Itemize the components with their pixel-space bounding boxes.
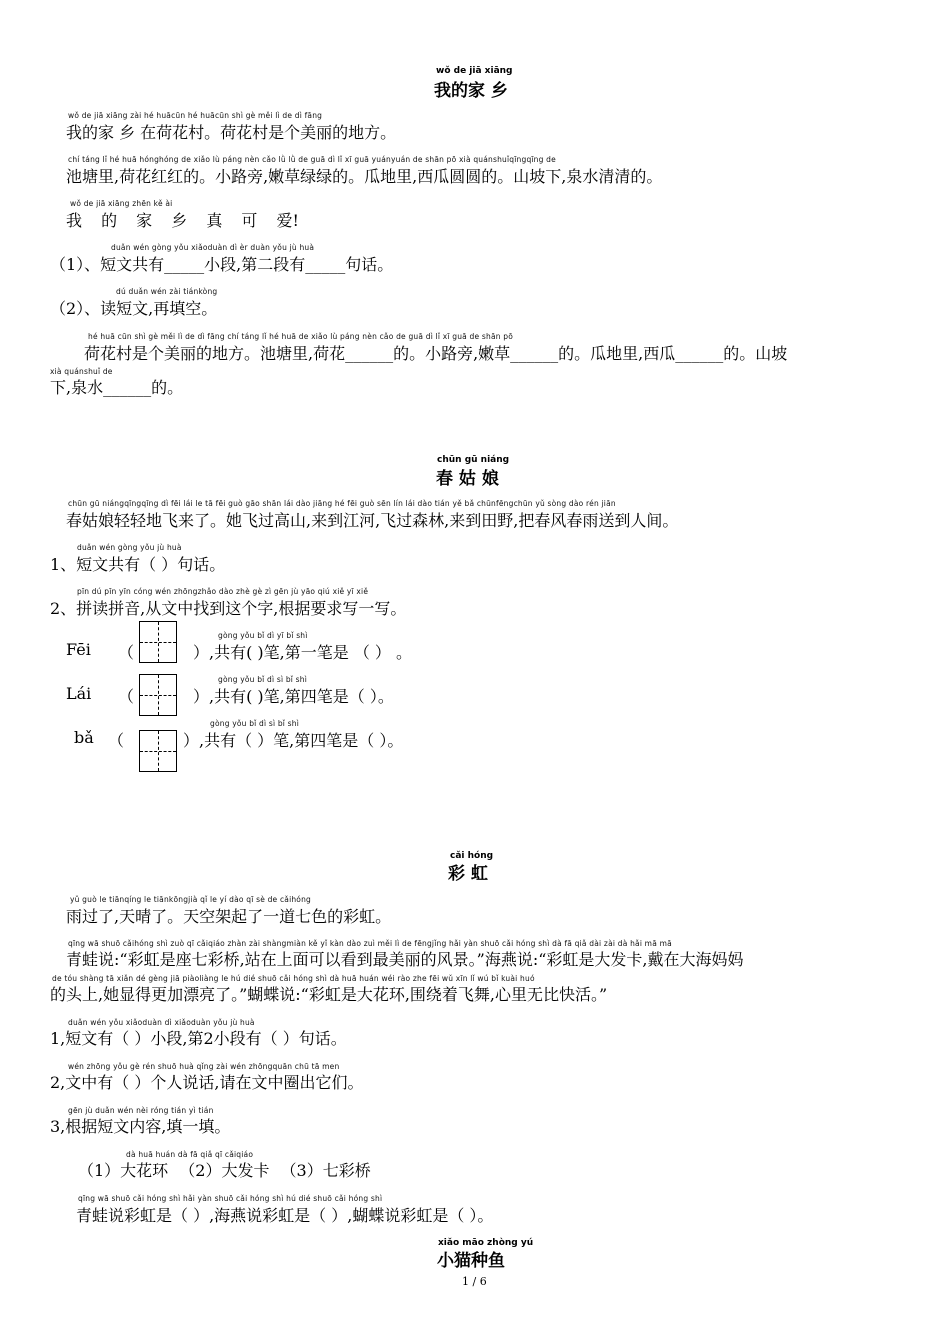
title-pinyin: wǒ de jiā xiāng bbox=[436, 66, 513, 76]
pinyin-line: duǎn wén gòng yǒu xiǎoduàn dì èr duàn yǒu jù huà bbox=[111, 243, 315, 252]
title-pinyin: cǎi hóng bbox=[450, 851, 494, 861]
section-title: 小猫种鱼 bbox=[437, 1251, 505, 1271]
pinyin-line: qīng wā shuō cǎihóng shì zuò qī cǎiqiáo zhàn zài shàngmiàn kě yǐ kàn dào zuì měi lì de fēngjǐng hǎi yàn shuō cǎi hóng shì dà fā qiǎ dài zài dà hǎi mā mā bbox=[68, 939, 672, 948]
pinyin-line: duǎn wén yǒu xiǎoduàn dì xiǎoduàn yǒu jù huà bbox=[68, 1018, 255, 1027]
question: 2,文中有（ ）个人说话,请在文中圈出它们。 bbox=[50, 1073, 364, 1092]
pinyin-line: de tóu shàng tā xiǎn dé gèng jiā piàoliàng le hú dié shuō cǎi hóng shì dà huā huán wéi rào zhe fēi wǔ xīn lǐ wú bǐ kuài huó bbox=[52, 974, 535, 983]
bracket: （ bbox=[118, 687, 135, 706]
pinyin-line: pīn dú pīn yīn cóng wén zhōngzhǎo dào zhè gè zì gēn jù yāo qiú xiě yī xiě bbox=[77, 587, 369, 596]
row-text: ）,共有( )笔,第四笔是（ ）。 bbox=[193, 687, 394, 706]
options: （1）大花环 （2）大发卡 （3）七彩桥 bbox=[78, 1161, 371, 1180]
pinyin-line: hé huā cūn shì gè měi lì de dì fāng chí táng lǐ hé huā de xiǎo lù páng nèn cǎo de guā dì lǐ xī guā de shān pō bbox=[88, 332, 514, 341]
pinyin-prompt: Lái bbox=[66, 684, 92, 703]
section-title: 彩 虹 bbox=[448, 864, 488, 884]
paragraph: 雨过了,天晴了。天空架起了一道七色的彩虹。 bbox=[66, 907, 392, 926]
row-text: ）,共有( )笔,第一笔是 （ ） 。 bbox=[193, 643, 413, 662]
pinyin-line: gòng yǒu bǐ dì sì bǐ shì bbox=[218, 675, 308, 684]
pinyin-line: xià quánshuǐ de bbox=[50, 367, 113, 376]
pinyin-line: wén zhōng yǒu gè rén shuō huà qǐng zài wén zhōngquān chū tā men bbox=[68, 1062, 340, 1071]
section-title: 我的家 乡 bbox=[434, 81, 508, 101]
paragraph: 我 的 家 乡 真 可 爱! bbox=[66, 211, 299, 230]
pinyin-prompt: Fēi bbox=[66, 640, 91, 659]
page-number: 1 / 6 bbox=[462, 1275, 487, 1288]
pinyin-line: duǎn wén gòng yǒu jù huà bbox=[77, 543, 182, 552]
answer-line: 青蛙说彩虹是（ ）,海燕说彩虹是（ ）,蝴蝶说彩虹是（ ）。 bbox=[76, 1206, 494, 1225]
fill-blank: 下,泉水______的。 bbox=[50, 378, 184, 397]
pinyin-line: wǒ de jiā xiāng zhēn kě ài bbox=[70, 199, 173, 208]
tianzige-box[interactable] bbox=[139, 621, 177, 663]
tianzige-box[interactable] bbox=[139, 674, 177, 716]
title-pinyin: xiǎo māo zhòng yú bbox=[438, 1238, 534, 1248]
row-text: ）,共有（ ）笔,第四笔是（ ）。 bbox=[183, 731, 404, 750]
pinyin-line: qīng wā shuō cǎi hóng shì hǎi yàn shuō cǎi hóng shì hú dié shuō cǎi hóng shì bbox=[78, 1194, 383, 1203]
pinyin-line: wǒ de jiā xiāng zài hé huācūn hé huācūn shì gè měi lì de dì fāng bbox=[68, 111, 323, 120]
question: （2）、读短文,再填空。 bbox=[50, 299, 218, 318]
paragraph: 我的家 乡 在荷花村。荷花村是个美丽的地方。 bbox=[66, 123, 397, 142]
pinyin-line: gēn jù duǎn wén nèi róng tián yì tián bbox=[68, 1106, 214, 1115]
question: （1）、短文共有_____小段,第二段有_____句话。 bbox=[50, 255, 394, 274]
pinyin-line: dú duǎn wén zài tiánkòng bbox=[116, 287, 218, 296]
bracket: （ bbox=[108, 731, 125, 750]
pinyin-line: yǔ guò le tiānqíng le tiānkōngjià qǐ le yí dào qī sè de cǎihóng bbox=[70, 895, 312, 904]
paragraph: 的头上,她显得更加漂亮了。”蝴蝶说:“彩虹是大花环,围绕着飞舞,心里无比快活。” bbox=[50, 985, 608, 1004]
paragraph: 池塘里,荷花红红的。小路旁,嫩草绿绿的。瓜地里,西瓜圆圆的。山坡下,泉水清清的。 bbox=[66, 167, 663, 186]
section-title: 春 姑 娘 bbox=[436, 469, 499, 489]
bracket: （ bbox=[118, 643, 135, 662]
title-pinyin: chūn gū niáng bbox=[437, 455, 510, 465]
pinyin-line: chí táng lǐ hé huā hónghóng de xiǎo lù páng nèn cǎo lǜ lǜ de guā dì lǐ xī guā yuányuán de shān pō xià quánshuǐqīngqīng de bbox=[68, 155, 556, 164]
question: 2、拼读拼音,从文中找到这个字,根据要求写一写。 bbox=[50, 599, 407, 618]
pinyin-line: gòng yǒu bǐ dì sì bǐ shì bbox=[210, 719, 300, 728]
fill-blank: 荷花村是个美丽的地方。池塘里,荷花______的。小路旁,嫩草______的。瓜地里,西瓜______的。山坡 bbox=[84, 344, 788, 363]
pinyin-line: gòng yǒu bǐ dì yī bǐ shì bbox=[218, 631, 308, 640]
pinyin-prompt: bǎ bbox=[74, 728, 94, 747]
paragraph: 青蛙说:“彩虹是座七彩桥,站在上面可以看到最美丽的风景。”海燕说:“彩虹是大发卡,戴在大海妈妈 bbox=[66, 950, 744, 969]
question: 1、短文共有（ ）句话。 bbox=[50, 555, 226, 574]
question: 3,根据短文内容,填一填。 bbox=[50, 1117, 231, 1136]
paragraph: 春姑娘轻轻地飞来了。她飞过高山,来到江河,飞过森林,来到田野,把春风春雨送到人间。 bbox=[66, 511, 679, 530]
tianzige-box[interactable] bbox=[139, 730, 177, 772]
pinyin-line: dà huā huán dà fā qiǎ qī cǎiqiáo bbox=[126, 1150, 254, 1159]
question: 1,短文有（ ）小段,第2小段有（ ）句话。 bbox=[50, 1029, 347, 1048]
pinyin-line: chūn gū niángqīngqīng dì fēi lái le tā fēi guò gāo shān lái dào jiāng hé fēi guò sēn lín lái dào tián yě bǎ chūnfēngchūn yǔ sòng dào rén jiān bbox=[68, 499, 616, 508]
